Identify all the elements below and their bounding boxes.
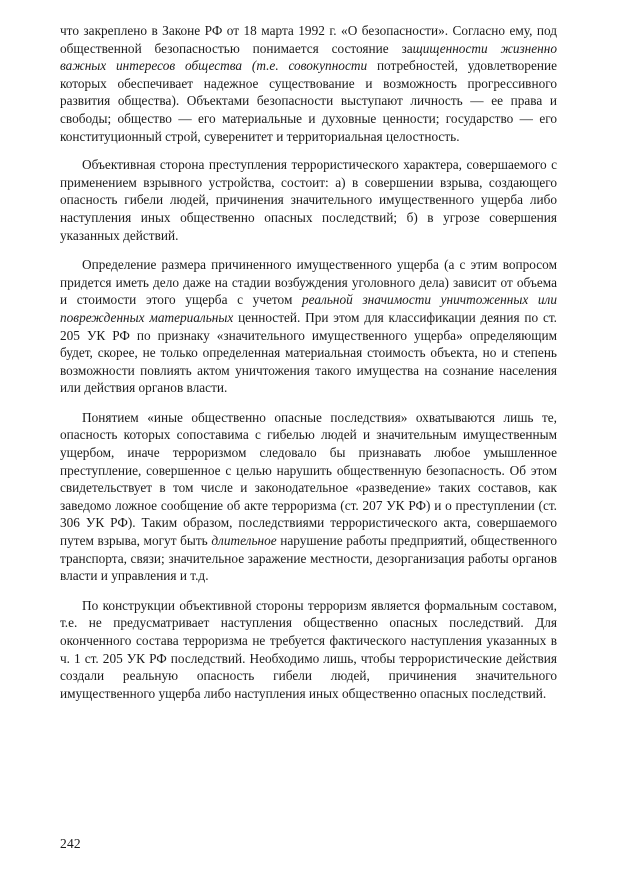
text-run: По конструкции объективной стороны терроризм является формальным составом, т.е. не предусматривает наступления общественно опасных последствий. Для оконченного состава терроризма не требуется фактического наступления указанных в ч. 1 ст. 205 УК РФ последствий. Необходимо лишь, чтобы террористические действия создали реальную опасность гибели людей, причинения значительного имущественного ущерба либо наступления иных общественно опасных последствий. <box>60 597 557 701</box>
text-run: Определение размера причиненного имущественного ущерба (а с этим вопросом придется иметь дело даже на стадии возбуждения уголовного дела) зависит от объема и стоимости этого ущерба с учетом <box>60 257 557 308</box>
italic-text-run: реальной значимости уничтоженных или поврежденных материальных <box>60 292 557 325</box>
text-run: Понятием «иные общественно опасные последствия» охватываются лишь те, опасность которых сопоставима с гибелью людей и значительным имущественным ущербом, иначе терроризмом следовало бы признавать любое умышленное преступление, совершенное с целью нарушить общественную безопасность. Об этом свидетельствует в том числе и законодательное «разведение» таких составов, как заведомо ложное сообщение об акте терроризма (ст. 207 УК РФ) и о преступлении (ст. 306 УК РФ). Таким образом, последствиями террористического акта, совершаемого путем взрыва, могут быть <box>60 409 557 549</box>
page-body <box>60 22 557 702</box>
paragraph-other-consequences <box>60 409 557 585</box>
paragraph-damage-size <box>60 256 557 397</box>
text-run: Объективная сторона преступления террористического характера, совершаемого с применением взрывного устройства, состоит: а) в совершении взрыва, создающего опасность гибели людей, причинения значительного имущественного ущерба либо наступления иных общественно опасных последствий; б) в угрозе совершения указанных действий. <box>60 157 557 243</box>
paragraph-formal-composition <box>60 597 557 703</box>
page-number: 242 <box>60 836 81 851</box>
text-run: потребностей, удовлетворение которых обеспечивает надежное существование и возможность прогрессивного развития общества). Объектами безопасности выступают личность — ее права и свободы; общество — его материальные и духовные ценности; государство — его конституционный строй, суверенитет и территориальная целостность. <box>60 58 557 144</box>
italic-text-run: длительное <box>211 533 277 549</box>
text-run: что закреплено в Законе РФ от 18 марта 1992 г. «О безопасности». Согласно ему, под общественной безопасностью понимается состояние за <box>60 23 557 56</box>
text-run: ценностей. При этом для классификации деяния по ст. 205 УК РФ по признаку «значительного имущественного ущерба» определяющим будет, скорее, не только определенная материальная стоимость объекта, но и степень возможности повлиять актом уничтожения такого имущества на сознание населения или действия органов власти. <box>60 309 557 396</box>
paragraph-security-definition <box>60 22 557 145</box>
italic-text-run: щищенности жизненно важных интересов общества (т.е. совокупности <box>60 40 558 74</box>
text-run: нарушение работы предприятий, общественного транспорта, связи; значительное заражение местности, дезорганизация работы органов власти и управления и т.д. <box>60 533 557 584</box>
paragraph-objective-side <box>60 156 557 244</box>
